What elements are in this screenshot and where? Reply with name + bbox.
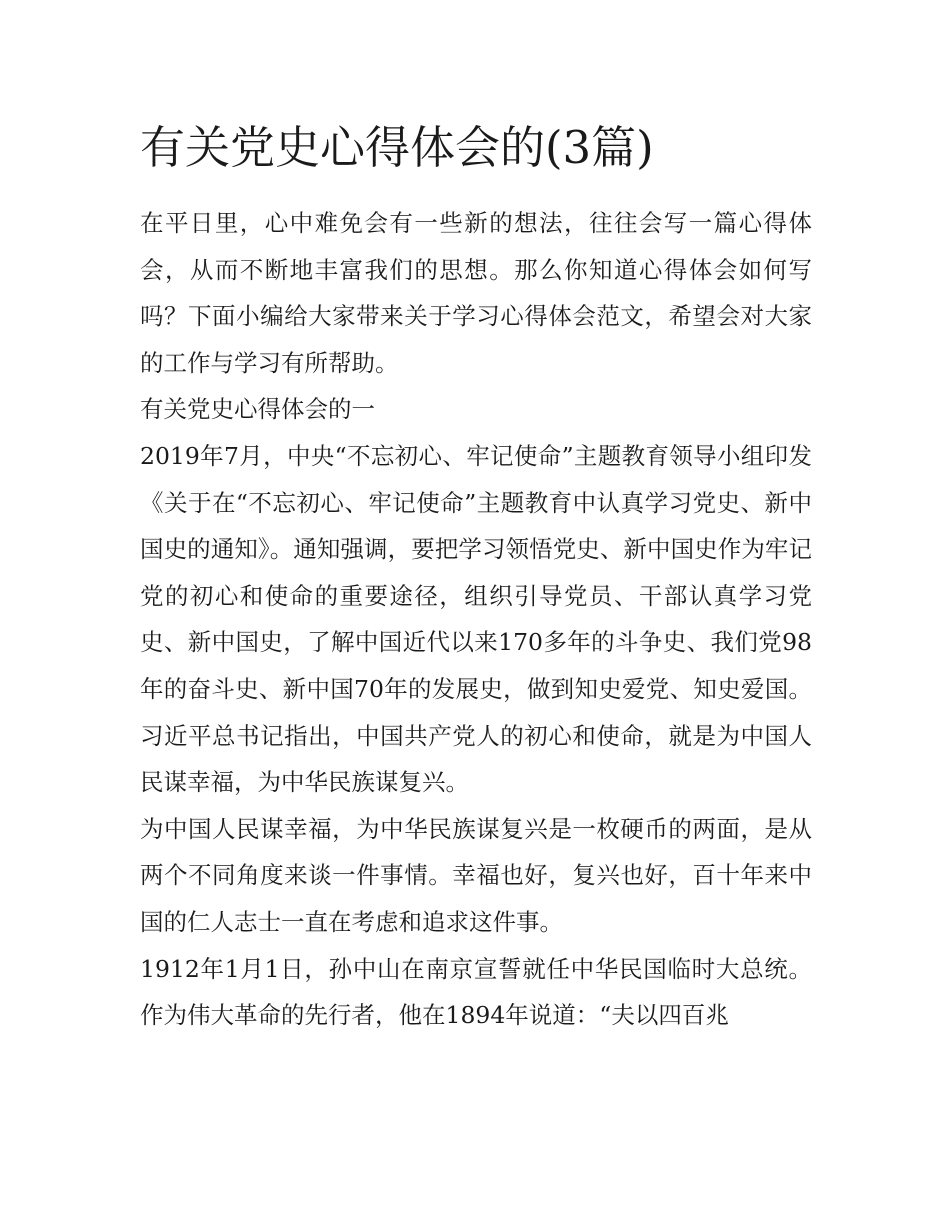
body-paragraph: 1912年1月1日，孙中山在南京宣誓就任中华民国临时大总统。作为伟大革命的先行者，他在1894年说道：“夫以四百兆 <box>140 954 812 1030</box>
intro-paragraph: 在平日里，心中难免会有一些新的想法，往往会写一篇心得体会，从而不断地丰富我们的思想。那么你知道心得体会如何写吗？下面小编给大家带来关于学习心得体会范文，希望会对大家的工作与学习有所帮助。 <box>140 209 812 377</box>
body-paragraph: 为中国人民谋幸福，为中华民族谋复兴是一枚硬币的两面，是从两个不同角度来谈一件事情。幸福也好，复兴也好，百十年来中国的仁人志士一直在考虑和追求这件事。 <box>140 814 812 936</box>
body-paragraph: 2019年7月，中央“不忘初心、牢记使命”主题教育领导小组印发《关于在“不忘初心、牢记使命”主题教育中认真学习党史、新中国史的通知》。通知强调，要把学习领悟党史、新中国史作为牢记党的初心和使命的重要途径，组织引导党员、干部认真学习党史、新中国史，了解中国近代以来170多年的斗争史、我们党98年的奋斗史、新中国70年的发展史，做到知史爱党、知史爱国。习近平总书记指出，中国共产党人的初心和使命，就是为中国人民谋幸福，为中华民族谋复兴。 <box>140 441 812 797</box>
document-body <box>140 118 812 1039</box>
document-title: 有关党史心得体会的(3篇) <box>140 121 654 174</box>
section-heading: 有关党史心得体会的一 <box>140 395 375 424</box>
